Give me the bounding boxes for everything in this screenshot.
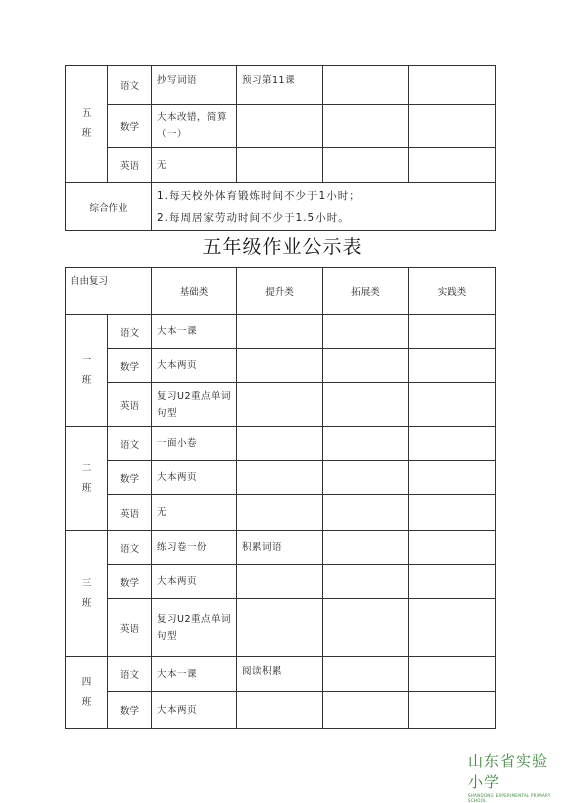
table-row [66, 427, 496, 461]
practice-cell [409, 461, 496, 495]
table-row [66, 349, 496, 383]
improve-cell [237, 692, 323, 729]
improve-cell [237, 148, 323, 183]
practice-cell [409, 148, 496, 183]
extend-cell [323, 105, 409, 148]
class-label: 二 班 [66, 427, 108, 531]
improve-cell: 阅读积累 [237, 657, 323, 692]
subject-cell: 语文 [108, 315, 152, 349]
extend-cell [323, 565, 409, 599]
comprehensive-line: 1.每天校外体育锻炼时间不少于1小时； [157, 189, 361, 202]
subject-cell: 语文 [108, 66, 152, 105]
comprehensive-row [66, 183, 496, 231]
practice-cell [409, 349, 496, 383]
extend-cell [323, 599, 409, 657]
table-row [66, 148, 496, 183]
class5-homework-table [65, 65, 496, 231]
table-row [66, 315, 496, 349]
subject-cell: 语文 [108, 657, 152, 692]
basic-cell: 无 [152, 148, 237, 183]
basic-cell: 抄写词语 [152, 66, 237, 105]
school-logo [468, 750, 563, 803]
subject-cell: 数学 [108, 349, 152, 383]
subject-cell: 语文 [108, 427, 152, 461]
header-basic: 基础类 [152, 268, 237, 315]
improve-cell [237, 383, 323, 427]
subject-cell: 数学 [108, 461, 152, 495]
subject-cell: 语文 [108, 531, 152, 565]
subject-cell: 英语 [108, 383, 152, 427]
table-row [66, 692, 496, 729]
table-row [66, 461, 496, 495]
improve-cell [237, 565, 323, 599]
basic-cell: 大本两页 [152, 692, 237, 729]
header-row [66, 268, 496, 315]
extend-cell [323, 315, 409, 349]
extend-cell [323, 495, 409, 531]
improve-cell [237, 599, 323, 657]
practice-cell [409, 427, 496, 461]
basic-cell: 大本一课 [152, 657, 237, 692]
basic-cell: 大本两页 [152, 461, 237, 495]
subject-cell: 数学 [108, 105, 152, 148]
header-practice: 实践类 [409, 268, 496, 315]
header-improve: 提升类 [237, 268, 323, 315]
practice-cell [409, 531, 496, 565]
header-extend: 拓展类 [323, 268, 409, 315]
extend-cell [323, 692, 409, 729]
basic-cell: 大本改错，简算（一） [152, 105, 237, 148]
extend-cell [323, 148, 409, 183]
subject-cell: 英语 [108, 148, 152, 183]
improve-cell [237, 315, 323, 349]
table-row [66, 66, 496, 105]
basic-cell: 无 [152, 495, 237, 531]
class-label: 一 班 [66, 315, 108, 427]
extend-cell [323, 383, 409, 427]
practice-cell [409, 383, 496, 427]
extend-cell [323, 657, 409, 692]
school-logo-english: SHANDONG EXPERIMENTAL PRIMARY SCHOOL [468, 793, 551, 803]
extend-cell [323, 461, 409, 495]
class-label: 三 班 [66, 531, 108, 657]
extend-cell [323, 531, 409, 565]
page-title: 五年级作业公示表 [202, 236, 363, 258]
improve-cell [237, 349, 323, 383]
subject-cell: 英语 [108, 599, 152, 657]
improve-cell: 积累词语 [237, 531, 323, 565]
subject-cell: 数学 [108, 565, 152, 599]
practice-cell [409, 495, 496, 531]
improve-cell [237, 495, 323, 531]
school-logo-name: 山东省实验小学 [468, 752, 549, 791]
subject-cell: 英语 [108, 495, 152, 531]
table-row [66, 531, 496, 565]
table-row [66, 599, 496, 657]
practice-cell [409, 105, 496, 148]
practice-cell [409, 657, 496, 692]
subject-cell: 数学 [108, 692, 152, 729]
improve-cell [237, 461, 323, 495]
improve-cell: 预习第11课 [237, 66, 323, 105]
table-row [66, 383, 496, 427]
comprehensive-content [152, 183, 496, 231]
grade5-homework-table [65, 267, 496, 729]
basic-cell: 大本一课 [152, 315, 237, 349]
comprehensive-line: 2.每周居家劳动时间不少于1.5小时。 [157, 211, 350, 224]
basic-cell: 复习U2重点单词句型 [152, 383, 237, 427]
corner-label: 自由复习 [66, 268, 152, 315]
basic-cell: 一面小卷 [152, 427, 237, 461]
table-row [66, 657, 496, 692]
practice-cell [409, 599, 496, 657]
table-row [66, 565, 496, 599]
extend-cell [323, 66, 409, 105]
practice-cell [409, 315, 496, 349]
practice-cell [409, 565, 496, 599]
basic-cell: 复习U2重点单词句型 [152, 599, 237, 657]
basic-cell: 练习卷一份 [152, 531, 237, 565]
table-row [66, 105, 496, 148]
practice-cell [409, 66, 496, 105]
practice-cell [409, 692, 496, 729]
class-label: 四 班 [66, 657, 108, 729]
extend-cell [323, 427, 409, 461]
extend-cell [323, 349, 409, 383]
improve-cell [237, 105, 323, 148]
class-label: 五 班 [66, 66, 108, 183]
basic-cell: 大本两页 [152, 349, 237, 383]
improve-cell [237, 427, 323, 461]
comprehensive-label: 综合作业 [66, 183, 152, 231]
table-row [66, 495, 496, 531]
basic-cell: 大本两页 [152, 565, 237, 599]
